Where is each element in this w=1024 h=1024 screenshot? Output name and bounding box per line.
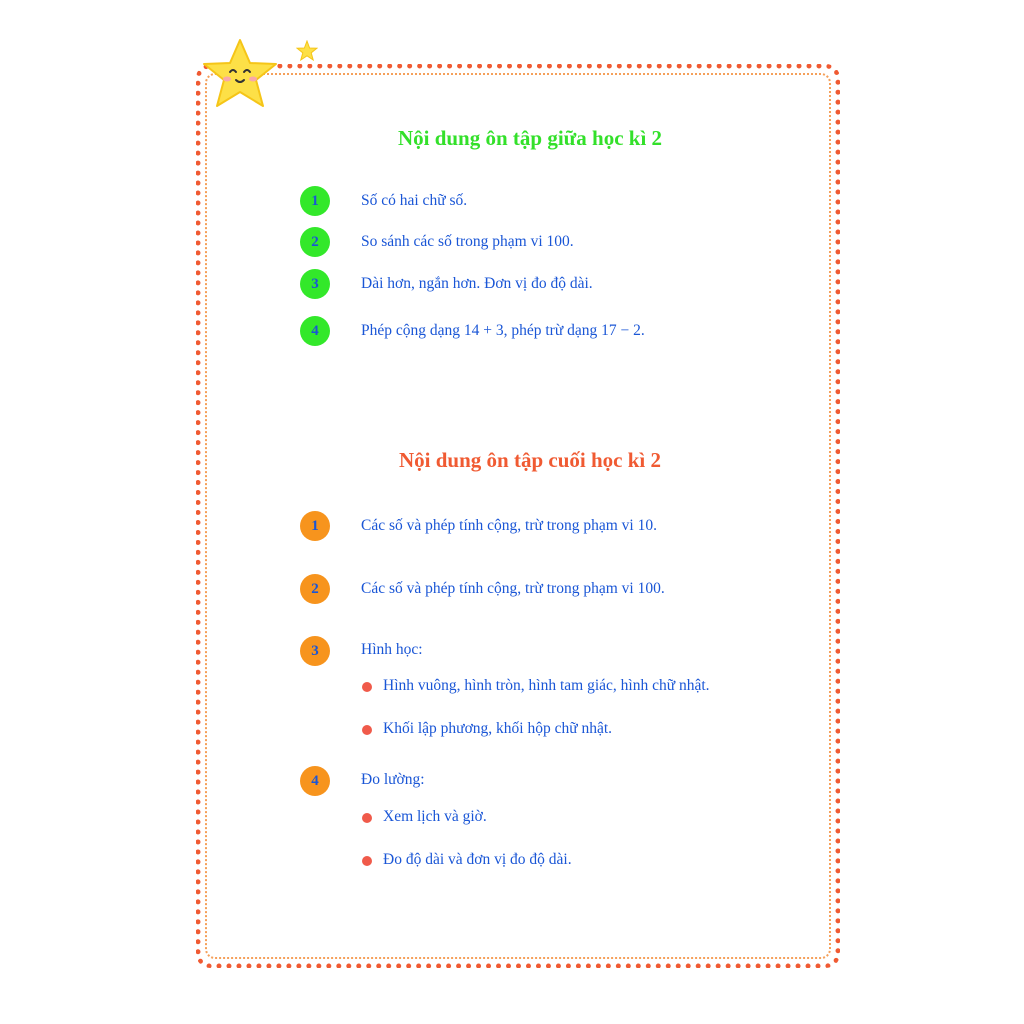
number-badge: 1 [300,511,330,541]
list-item: So sánh các số trong phạm vi 100. [361,233,574,250]
bullet-icon [362,856,372,866]
list-item: Phép cộng dạng 14 + 3, phép trừ dạng 17 − 2. [361,322,645,339]
end-term-title: Nội dung ôn tập cuối học kì 2 [399,448,661,472]
number-badge: 2 [300,574,330,604]
list-item: Các số và phép tính cộng, trừ trong phạm vi 100. [361,580,665,597]
sub-list-item: Hình vuông, hình tròn, hình tam giác, hình chữ nhật. [383,677,710,694]
list-item: Hình học: [361,641,423,658]
bullet-icon [362,682,372,692]
number-badge: 4 [300,766,330,796]
number-badge: 3 [300,636,330,666]
number-badge: 2 [300,227,330,257]
small-star-icon [296,40,318,62]
bullet-icon [362,725,372,735]
mid-term-title: Nội dung ôn tập giữa học kì 2 [397,126,663,150]
list-item: Đo lường: [361,771,425,788]
list-item: Dài hơn, ngắn hơn. Đơn vị đo độ dài. [361,275,593,292]
smiling-star-icon [200,36,280,112]
list-item: Số có hai chữ số. [361,192,468,209]
number-badge: 3 [300,269,330,299]
sub-list-item: Xem lịch và giờ. [383,808,487,825]
number-badge: 4 [300,316,330,346]
sub-list-item: Khối lập phương, khối hộp chữ nhật. [383,720,613,737]
sub-list-item: Đo độ dài và đơn vị đo độ dài. [383,851,572,868]
number-badge: 1 [300,186,330,216]
list-item: Các số và phép tính cộng, trừ trong phạm vi 10. [361,517,657,534]
bullet-icon [362,813,372,823]
